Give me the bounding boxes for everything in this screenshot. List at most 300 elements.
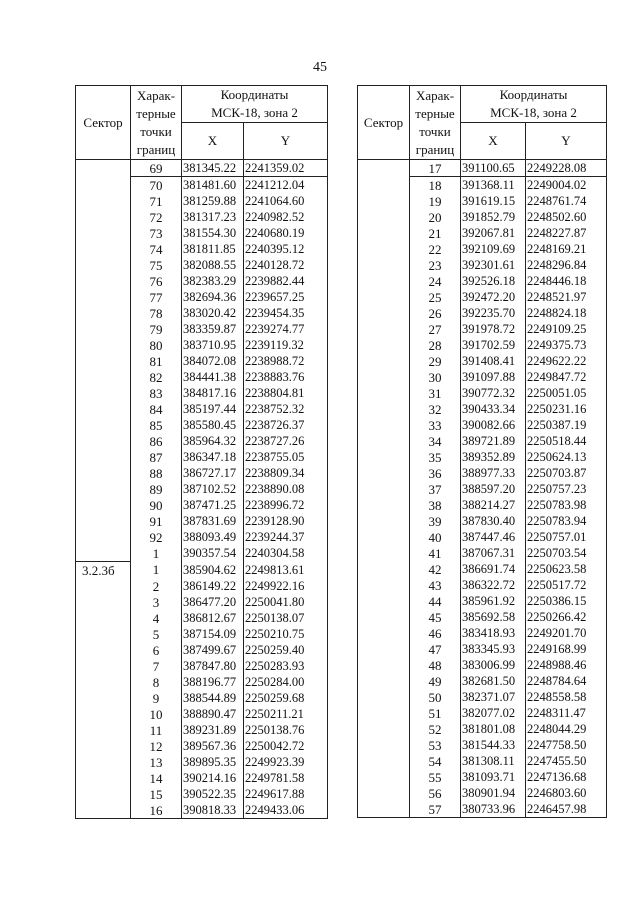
point-cell: 34 — [410, 433, 461, 449]
table-row — [76, 497, 328, 513]
point-cell: 83 — [131, 385, 182, 401]
x-cell: 382383.29 — [182, 273, 244, 289]
point-cell: 88 — [131, 465, 182, 481]
x-cell: 387471.25 — [182, 497, 244, 513]
point-cell: 36 — [410, 465, 461, 481]
table-row — [358, 369, 607, 385]
y-cell: 2248761.74 — [526, 193, 607, 209]
table-row — [76, 562, 328, 579]
point-cell: 84 — [131, 401, 182, 417]
y-cell: 2250783.98 — [526, 497, 607, 513]
x-cell: 383418.93 — [461, 625, 526, 641]
y-cell: 2248296.84 — [526, 257, 607, 273]
table-row — [76, 417, 328, 433]
sector-cell — [76, 225, 131, 241]
sector-cell — [358, 577, 410, 593]
point-cell: 41 — [410, 545, 461, 561]
y-cell: 2238726.37 — [244, 417, 328, 433]
y-cell: 2248311.47 — [526, 705, 607, 721]
point-cell: 2 — [131, 578, 182, 594]
sector-cell — [358, 369, 410, 385]
table-row — [358, 209, 607, 225]
point-cell: 1 — [131, 562, 182, 579]
table-row — [358, 753, 607, 769]
sector-cell — [358, 481, 410, 497]
sector-cell — [76, 626, 131, 642]
x-cell: 385964.32 — [182, 433, 244, 449]
x-cell: 392235.70 — [461, 305, 526, 321]
x-cell: 386812.67 — [182, 610, 244, 626]
sector-cell — [358, 593, 410, 609]
x-cell: 382694.36 — [182, 289, 244, 305]
point-cell: 18 — [410, 177, 461, 194]
header-points: Харак- терные точки границ — [131, 86, 182, 160]
y-cell: 2250517.72 — [526, 577, 607, 593]
header-x: X — [182, 123, 244, 160]
point-cell: 92 — [131, 529, 182, 545]
point-cell: 10 — [131, 706, 182, 722]
point-cell: 27 — [410, 321, 461, 337]
sector-cell — [358, 641, 410, 657]
point-cell: 90 — [131, 497, 182, 513]
table-row — [358, 289, 607, 305]
point-cell: 31 — [410, 385, 461, 401]
sector-cell — [76, 321, 131, 337]
y-cell: 2250266.42 — [526, 609, 607, 625]
point-cell: 42 — [410, 561, 461, 577]
x-cell: 385904.62 — [182, 562, 244, 579]
x-cell: 383020.42 — [182, 305, 244, 321]
point-cell: 26 — [410, 305, 461, 321]
table-row — [76, 770, 328, 786]
y-cell: 2250624.13 — [526, 449, 607, 465]
point-cell: 8 — [131, 674, 182, 690]
x-cell: 390772.32 — [461, 385, 526, 401]
table-row — [76, 401, 328, 417]
x-cell: 386727.17 — [182, 465, 244, 481]
x-cell: 383710.95 — [182, 337, 244, 353]
header-coordinates: Координаты МСК-18, зона 2 — [461, 86, 607, 123]
sector-cell — [358, 753, 410, 769]
sector-cell — [76, 545, 131, 562]
point-cell: 28 — [410, 337, 461, 353]
point-cell: 21 — [410, 225, 461, 241]
x-cell: 388214.27 — [461, 497, 526, 513]
table-row — [358, 241, 607, 257]
sector-cell — [76, 513, 131, 529]
x-cell: 381259.88 — [182, 193, 244, 209]
table-row — [358, 545, 607, 561]
x-cell: 386149.22 — [182, 578, 244, 594]
x-cell: 388890.47 — [182, 706, 244, 722]
y-cell: 2249109.25 — [526, 321, 607, 337]
y-cell: 2249168.99 — [526, 641, 607, 657]
header-points: Харак- терные точки границ — [410, 86, 461, 160]
y-cell: 2238996.72 — [244, 497, 328, 513]
x-cell: 389352.89 — [461, 449, 526, 465]
y-cell: 2250051.05 — [526, 385, 607, 401]
x-cell: 383359.87 — [182, 321, 244, 337]
point-cell: 39 — [410, 513, 461, 529]
sector-cell — [358, 337, 410, 353]
sector-cell — [358, 353, 410, 369]
y-cell: 2240304.58 — [244, 545, 328, 562]
point-cell: 15 — [131, 786, 182, 802]
y-cell: 2238988.72 — [244, 353, 328, 369]
y-cell: 2250386.15 — [526, 593, 607, 609]
y-cell: 2250284.00 — [244, 674, 328, 690]
sector-cell: 3.2.3б — [76, 562, 131, 579]
x-cell: 387154.09 — [182, 626, 244, 642]
sector-cell — [76, 738, 131, 754]
sector-cell — [358, 561, 410, 577]
y-cell: 2250703.54 — [526, 545, 607, 561]
sector-cell — [76, 481, 131, 497]
table-row — [76, 802, 328, 819]
table-row — [76, 449, 328, 465]
y-cell: 2248227.87 — [526, 225, 607, 241]
y-cell: 2248988.46 — [526, 657, 607, 673]
y-cell: 2249922.16 — [244, 578, 328, 594]
sector-cell — [358, 785, 410, 801]
y-cell: 2249433.06 — [244, 802, 328, 819]
x-cell: 385692.58 — [461, 609, 526, 625]
right-table-body — [358, 160, 607, 818]
sector-cell — [358, 769, 410, 785]
sector-cell — [358, 625, 410, 641]
point-cell: 17 — [410, 160, 461, 177]
sector-cell — [76, 401, 131, 417]
sector-cell — [76, 209, 131, 225]
x-cell: 385197.44 — [182, 401, 244, 417]
table-row — [358, 257, 607, 273]
x-cell: 392301.61 — [461, 257, 526, 273]
x-cell: 387067.31 — [461, 545, 526, 561]
table-row — [76, 289, 328, 305]
sector-cell — [76, 578, 131, 594]
table-row — [76, 321, 328, 337]
table-row — [358, 385, 607, 401]
x-cell: 381308.11 — [461, 753, 526, 769]
table-row — [358, 657, 607, 673]
sector-cell — [358, 737, 410, 753]
sector-cell — [76, 353, 131, 369]
point-cell: 91 — [131, 513, 182, 529]
y-cell: 2247758.50 — [526, 737, 607, 753]
point-cell: 45 — [410, 609, 461, 625]
table-row — [358, 225, 607, 241]
point-cell: 82 — [131, 369, 182, 385]
point-cell: 22 — [410, 241, 461, 257]
table-row — [76, 658, 328, 674]
x-cell: 380901.94 — [461, 785, 526, 801]
y-cell: 2250623.58 — [526, 561, 607, 577]
sector-cell — [358, 241, 410, 257]
header-y: Y — [244, 123, 328, 160]
y-cell: 2239119.32 — [244, 337, 328, 353]
sector-cell — [76, 529, 131, 545]
sector-cell — [358, 417, 410, 433]
table-row — [76, 465, 328, 481]
x-cell: 389567.36 — [182, 738, 244, 754]
x-cell: 388093.49 — [182, 529, 244, 545]
x-cell: 391408.41 — [461, 353, 526, 369]
x-cell: 391368.11 — [461, 177, 526, 194]
sector-cell — [76, 465, 131, 481]
x-cell: 389231.89 — [182, 722, 244, 738]
x-cell: 390433.34 — [461, 401, 526, 417]
point-cell: 53 — [410, 737, 461, 753]
table-row — [76, 610, 328, 626]
table-row — [358, 689, 607, 705]
table-row — [76, 209, 328, 225]
x-cell: 392067.81 — [461, 225, 526, 241]
x-cell: 387830.40 — [461, 513, 526, 529]
y-cell: 2239274.77 — [244, 321, 328, 337]
sector-cell — [76, 594, 131, 610]
x-cell: 381317.23 — [182, 209, 244, 225]
point-cell: 32 — [410, 401, 461, 417]
x-cell: 385961.92 — [461, 593, 526, 609]
y-cell: 2246457.98 — [526, 801, 607, 818]
point-cell: 44 — [410, 593, 461, 609]
point-cell: 56 — [410, 785, 461, 801]
point-cell: 11 — [131, 722, 182, 738]
table-row — [358, 625, 607, 641]
sector-cell — [358, 273, 410, 289]
y-cell: 2248558.58 — [526, 689, 607, 705]
y-cell: 2250783.94 — [526, 513, 607, 529]
table-row — [358, 705, 607, 721]
header-x: X — [461, 123, 526, 160]
sector-cell — [358, 721, 410, 737]
sector-cell — [358, 545, 410, 561]
table-row — [358, 737, 607, 753]
y-cell: 2238809.34 — [244, 465, 328, 481]
table-row — [358, 769, 607, 785]
sector-cell — [358, 801, 410, 818]
point-cell: 78 — [131, 305, 182, 321]
table-row — [76, 786, 328, 802]
table-row — [358, 785, 607, 801]
sector-cell — [76, 802, 131, 819]
point-cell: 20 — [410, 209, 461, 225]
sector-cell — [76, 273, 131, 289]
left-table-body — [76, 160, 328, 819]
header-y: Y — [526, 123, 607, 160]
table-row — [76, 433, 328, 449]
y-cell: 2250703.87 — [526, 465, 607, 481]
y-cell: 2250041.80 — [244, 594, 328, 610]
point-cell: 77 — [131, 289, 182, 305]
point-cell: 85 — [131, 417, 182, 433]
x-cell: 383006.99 — [461, 657, 526, 673]
table-row — [358, 801, 607, 818]
y-cell: 2241212.04 — [244, 177, 328, 194]
point-cell: 38 — [410, 497, 461, 513]
table-row — [358, 177, 607, 194]
point-cell: 55 — [410, 769, 461, 785]
sector-cell — [76, 754, 131, 770]
point-cell: 5 — [131, 626, 182, 642]
point-cell: 24 — [410, 273, 461, 289]
table-row — [358, 449, 607, 465]
point-cell: 71 — [131, 193, 182, 209]
y-cell: 2250138.07 — [244, 610, 328, 626]
sector-cell — [76, 257, 131, 273]
y-cell: 2248446.18 — [526, 273, 607, 289]
x-cell: 384441.38 — [182, 369, 244, 385]
x-cell: 387102.52 — [182, 481, 244, 497]
point-cell: 4 — [131, 610, 182, 626]
y-cell: 2248824.18 — [526, 305, 607, 321]
sector-cell — [76, 706, 131, 722]
point-cell: 30 — [410, 369, 461, 385]
sector-cell — [76, 786, 131, 802]
x-cell: 380733.96 — [461, 801, 526, 818]
y-cell: 2240395.12 — [244, 241, 328, 257]
x-cell: 387499.67 — [182, 642, 244, 658]
sector-cell — [358, 385, 410, 401]
sector-cell — [76, 177, 131, 194]
table-row — [76, 626, 328, 642]
y-cell: 2250757.01 — [526, 529, 607, 545]
table-row — [76, 160, 328, 177]
y-cell: 2250259.40 — [244, 642, 328, 658]
table-row — [358, 529, 607, 545]
table-row — [76, 481, 328, 497]
y-cell: 2241064.60 — [244, 193, 328, 209]
point-cell: 33 — [410, 417, 461, 433]
sector-cell — [76, 449, 131, 465]
coordinates-table-right — [357, 85, 607, 818]
point-cell: 81 — [131, 353, 182, 369]
x-cell: 383345.93 — [461, 641, 526, 657]
sector-cell — [76, 690, 131, 706]
point-cell: 54 — [410, 753, 461, 769]
y-cell: 2249375.73 — [526, 337, 607, 353]
table-row — [358, 577, 607, 593]
table-row — [358, 160, 607, 177]
sector-cell — [358, 657, 410, 673]
y-cell: 2250231.16 — [526, 401, 607, 417]
point-cell: 52 — [410, 721, 461, 737]
sector-cell — [76, 193, 131, 209]
y-cell: 2239454.35 — [244, 305, 328, 321]
point-cell: 19 — [410, 193, 461, 209]
header-coordinates: Координаты МСК-18, зона 2 — [182, 86, 328, 123]
y-cell: 2238755.05 — [244, 449, 328, 465]
table-row — [76, 594, 328, 610]
y-cell: 2249781.58 — [244, 770, 328, 786]
x-cell: 388196.77 — [182, 674, 244, 690]
y-cell: 2248502.60 — [526, 209, 607, 225]
point-cell: 79 — [131, 321, 182, 337]
point-cell: 74 — [131, 241, 182, 257]
x-cell: 390357.54 — [182, 545, 244, 562]
table-row — [76, 305, 328, 321]
table-row — [358, 609, 607, 625]
table-row — [76, 642, 328, 658]
sector-cell — [76, 610, 131, 626]
table-row — [358, 305, 607, 321]
sector-cell — [358, 193, 410, 209]
x-cell: 391702.59 — [461, 337, 526, 353]
table-row — [76, 225, 328, 241]
sector-cell — [76, 385, 131, 401]
point-cell: 46 — [410, 625, 461, 641]
y-cell: 2250210.75 — [244, 626, 328, 642]
x-cell: 390818.33 — [182, 802, 244, 819]
y-cell: 2249617.88 — [244, 786, 328, 802]
x-cell: 386691.74 — [461, 561, 526, 577]
sector-cell — [76, 160, 131, 177]
x-cell: 384817.16 — [182, 385, 244, 401]
table-row — [76, 706, 328, 722]
x-cell: 391978.72 — [461, 321, 526, 337]
table-row — [76, 529, 328, 545]
sector-cell — [358, 305, 410, 321]
y-cell: 2250042.72 — [244, 738, 328, 754]
y-cell: 2238752.32 — [244, 401, 328, 417]
sector-cell — [76, 289, 131, 305]
point-cell: 76 — [131, 273, 182, 289]
sector-cell — [358, 321, 410, 337]
point-cell: 37 — [410, 481, 461, 497]
point-cell: 50 — [410, 689, 461, 705]
x-cell: 382681.50 — [461, 673, 526, 689]
sector-cell — [358, 449, 410, 465]
sector-cell — [76, 722, 131, 738]
y-cell: 2250259.68 — [244, 690, 328, 706]
y-cell: 2240680.19 — [244, 225, 328, 241]
table-row — [76, 578, 328, 594]
table-row — [358, 497, 607, 513]
y-cell: 2248521.97 — [526, 289, 607, 305]
point-cell: 49 — [410, 673, 461, 689]
x-cell: 392526.18 — [461, 273, 526, 289]
table-row — [76, 177, 328, 194]
table-row — [358, 193, 607, 209]
y-cell: 2248784.64 — [526, 673, 607, 689]
y-cell: 2239128.90 — [244, 513, 328, 529]
x-cell: 391100.65 — [461, 160, 526, 177]
sector-cell — [76, 658, 131, 674]
point-cell: 86 — [131, 433, 182, 449]
y-cell: 2250211.21 — [244, 706, 328, 722]
point-cell: 48 — [410, 657, 461, 673]
sector-cell — [76, 305, 131, 321]
sector-cell — [358, 160, 410, 177]
y-cell: 2248169.21 — [526, 241, 607, 257]
x-cell: 387847.80 — [182, 658, 244, 674]
x-cell: 382077.02 — [461, 705, 526, 721]
sector-cell — [358, 209, 410, 225]
x-cell: 382371.07 — [461, 689, 526, 705]
sector-cell — [76, 417, 131, 433]
x-cell: 392472.20 — [461, 289, 526, 305]
point-cell: 14 — [131, 770, 182, 786]
point-cell: 57 — [410, 801, 461, 818]
point-cell: 47 — [410, 641, 461, 657]
table-row — [358, 673, 607, 689]
sector-cell — [358, 689, 410, 705]
table-row — [358, 433, 607, 449]
table-row — [76, 545, 328, 562]
x-cell: 388977.33 — [461, 465, 526, 481]
y-cell: 2249813.61 — [244, 562, 328, 579]
x-cell: 391852.79 — [461, 209, 526, 225]
